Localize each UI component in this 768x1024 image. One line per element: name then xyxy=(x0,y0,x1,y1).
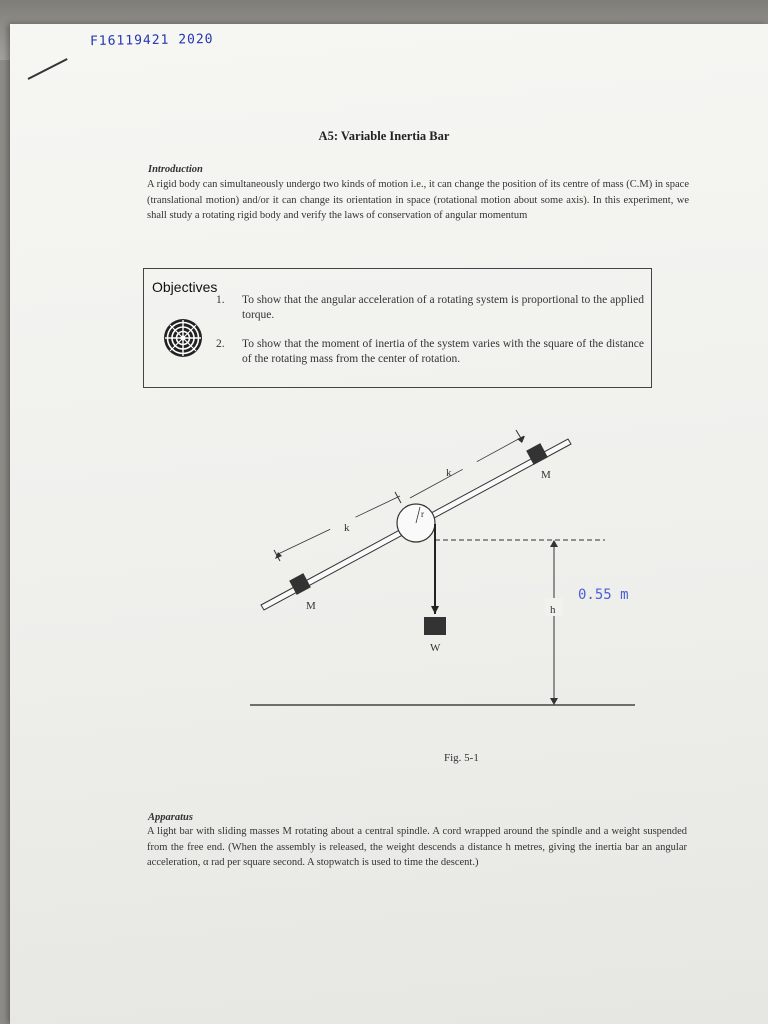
cord-arrow xyxy=(431,606,439,614)
apparatus-text: A light bar with sliding masses M rotating about a central spindle. A cord wrapped around the spindle and a weight suspended from the free end. (When the assembly is released, the weight descends a distance h metres, giving the inertia bar an angular acceleration, α rad per square second. A stopwatch is used to time the descent.) xyxy=(147,826,687,868)
objective-text: To show that the moment of inertia of the system varies with the square of the distance of the rotating mass from the center of rotation. xyxy=(242,338,644,365)
label-k-upper: k xyxy=(446,467,452,479)
page-title: A5: Variable Inertia Bar xyxy=(318,129,450,143)
label-mass-upper: M xyxy=(541,469,551,481)
k-tick-center xyxy=(395,492,401,503)
objective-number: 2. xyxy=(216,338,225,350)
objective-number: 1. xyxy=(216,294,225,306)
height-arrow-bottom xyxy=(550,698,558,705)
figure-caption: Fig. 5-1 xyxy=(444,752,479,764)
handwritten-student-id: F16119421 2020 xyxy=(89,31,214,50)
k-arrow-upper xyxy=(517,436,525,443)
label-height: h xyxy=(550,604,556,616)
objectives-box xyxy=(143,268,652,388)
handwritten-height-value: 0.55 m xyxy=(578,587,629,603)
target-icon xyxy=(162,317,204,359)
label-k-lower: k xyxy=(344,522,350,534)
label-radius: r xyxy=(421,509,424,519)
introduction-heading: Introduction xyxy=(148,164,203,175)
label-mass-lower: M xyxy=(306,600,316,612)
k-dimension-upper xyxy=(410,436,524,498)
weight-block xyxy=(424,617,446,635)
apparatus-heading: Apparatus xyxy=(148,812,193,823)
objectives-heading: Objectives xyxy=(152,279,218,295)
inertia-bar-diagram xyxy=(240,418,640,718)
height-arrow-top xyxy=(550,540,558,547)
introduction-text: A rigid body can simultaneously undergo two kinds of motion i.e., it can change the position of its centre of mass (C.M) in space (translational motion) and/or it can change its orientation in space (rotational motion about some axis). In this experiment, we shall study a rotating rigid body and verify the laws of conservation of angular momentum xyxy=(147,179,689,221)
objective-text: To show that the angular acceleration of a rotating system is proportional to the applied torque. xyxy=(242,294,644,321)
label-weight: W xyxy=(430,642,441,654)
